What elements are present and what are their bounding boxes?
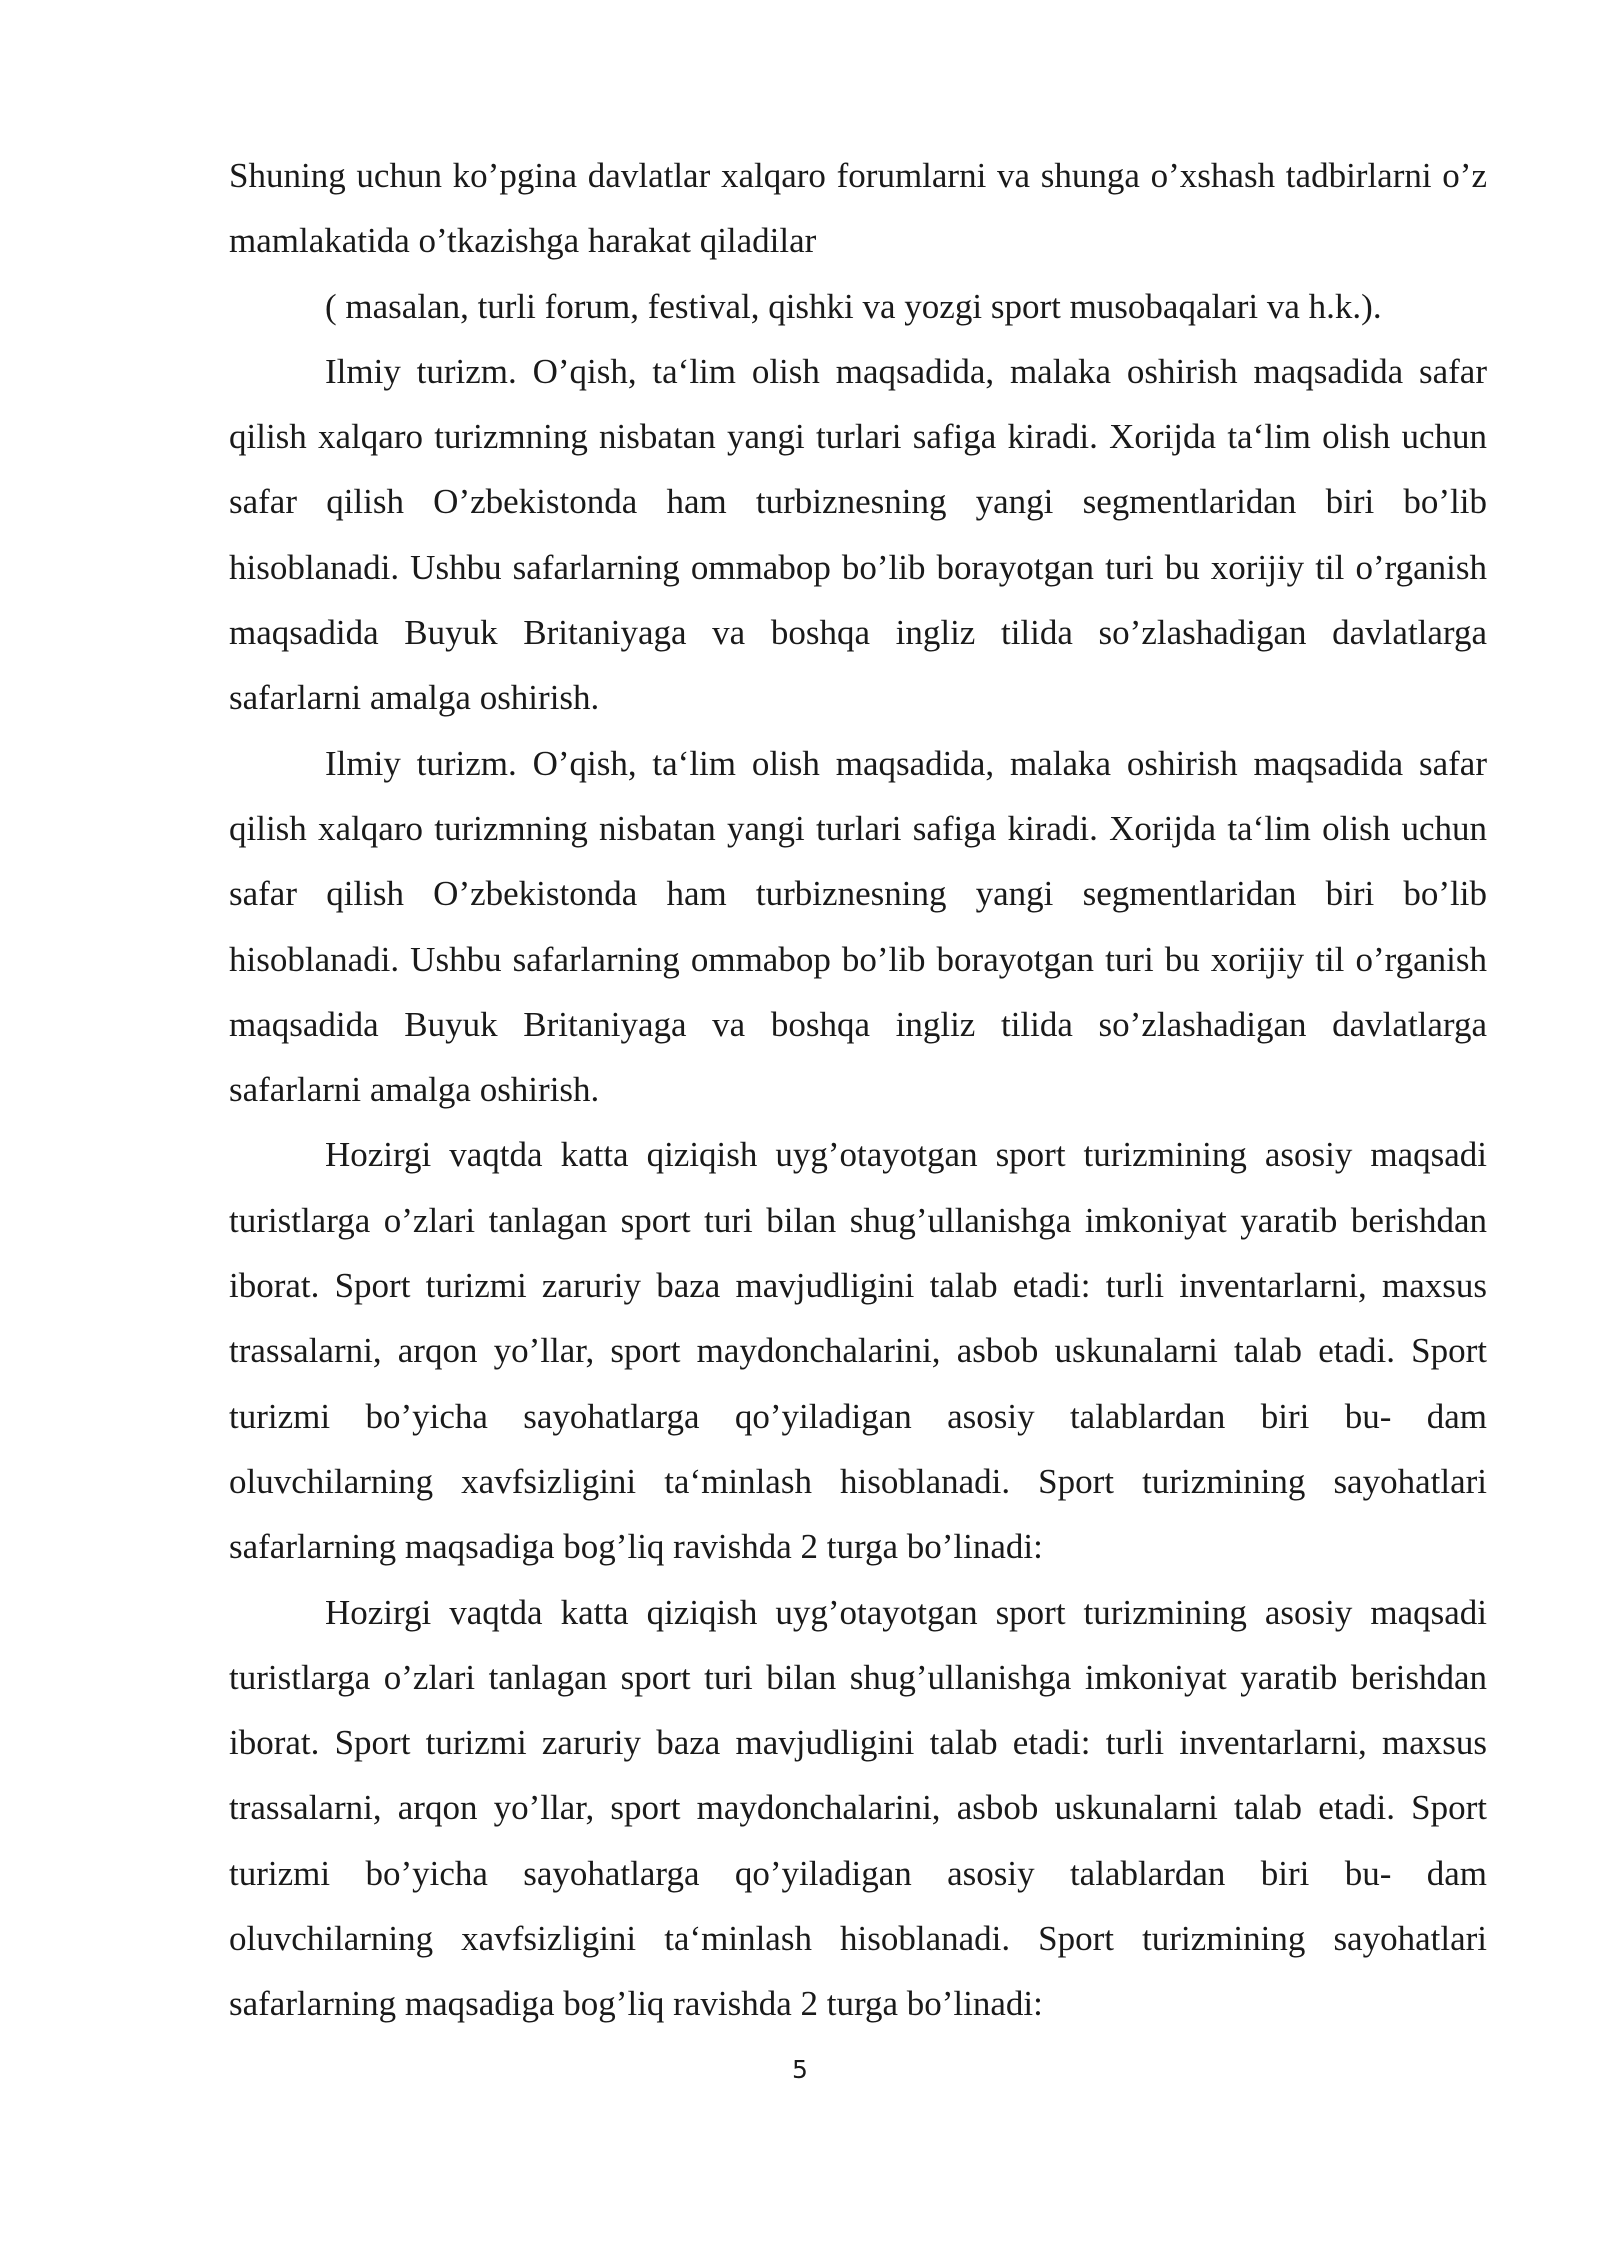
body-text [229, 143, 1487, 2037]
paragraph: Ilmiy turizm. O’qish, ta‘lim olish maqsadida, malaka oshirish maqsadida safar qilish xalqaro turizmning nisbatan yangi turlari safiga kiradi. Xorijda ta‘lim olish uchun safar qilish O’zbekistonda ham turbiznesning yangi segmentlaridan biri bo’lib hisoblanadi. Ushbu safarlarning ommabop bo’lib borayotgan turi bu xorijiy til o’rganish maqsadida Buyuk Britaniyaga va boshqa ingliz tilida so’zlashadigan davlatlarga safarlarni amalga oshirish. [229, 351, 1487, 718]
paragraph: Hozirgi vaqtda katta qiziqish uyg’otayotgan sport turizmining asosiy maqsadi turistlarga o’zlari tanlagan sport turi bilan shug’ullanishga imkoniyat yaratib berishdan iborat. Sport turizmi zaruriy baza mavjudligini talab etadi: turli inventarlarni, maxsus trassalarni, arqon yo’llar, sport maydonchalarini, asbob uskunalarni talab etadi. Sport turizmi bo’yicha sayohatlarga qo’yiladigan asosiy talablardan biri bu- dam oluvchilarning xavfsizligini ta‘minlash hisoblanadi. Sport turizmining sayohatlari safarlarning maqsadiga bog’liq ravishda 2 turga bo’linadi: [229, 1592, 1487, 2024]
paragraph: Shuning uchun ko’pgina davlatlar xalqaro forumlarni va shunga o’xshash tadbirlarni o’z mamlakatida o’tkazishga harakat qiladilar [229, 156, 1487, 261]
paragraph: Hozirgi vaqtda katta qiziqish uyg’otayotgan sport turizmining asosiy maqsadi turistlarga o’zlari tanlagan sport turi bilan shug’ullanishga imkoniyat yaratib berishdan iborat. Sport turizmi zaruriy baza mavjudligini talab etadi: turli inventarlarni, maxsus trassalarni, arqon yo’llar, sport maydonchalarini, asbob uskunalarni talab etadi. Sport turizmi bo’yicha sayohatlarga qo’yiladigan asosiy talablardan biri bu- dam oluvchilarning xavfsizligini ta‘minlash hisoblanadi. Sport turizmining sayohatlari safarlarning maqsadiga bog’liq ravishda 2 turga bo’linadi: [229, 1135, 1487, 1567]
paragraph: Ilmiy turizm. O’qish, ta‘lim olish maqsadida, malaka oshirish maqsadida safar qilish xalqaro turizmning nisbatan yangi turlari safiga kiradi. Xorijda ta‘lim olish uchun safar qilish O’zbekistonda ham turbiznesning yangi segmentlaridan biri bo’lib hisoblanadi. Ushbu safarlarning ommabop bo’lib borayotgan turi bu xorijiy til o’rganish maqsadida Buyuk Britaniyaga va boshqa ingliz tilida so’zlashadigan davlatlarga safarlarni amalga oshirish. [229, 743, 1487, 1110]
page-number: 5 [792, 2055, 808, 2084]
paragraph: ( masalan, turli forum, festival, qishki va yozgi sport musobaqalari va h.k.). [325, 286, 1382, 326]
